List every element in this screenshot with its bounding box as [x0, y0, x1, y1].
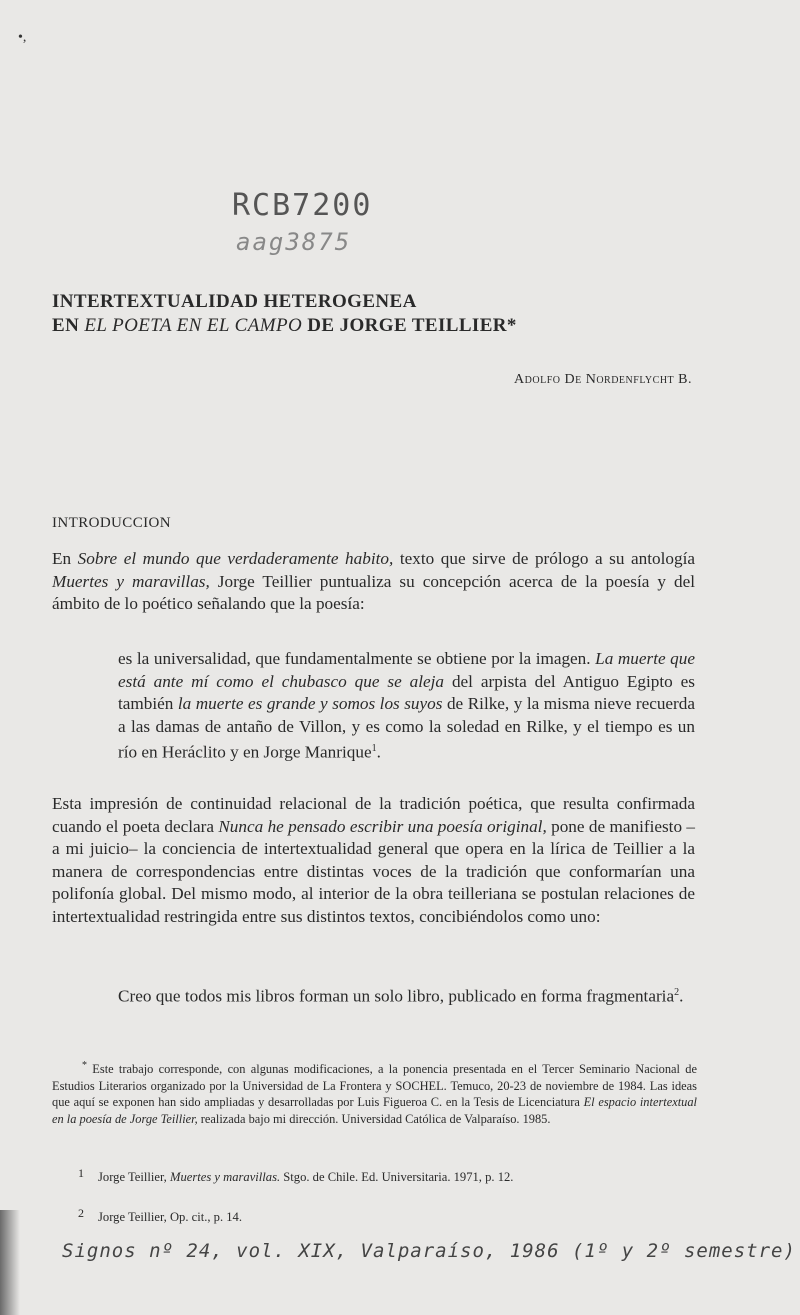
paragraph-2	[52, 793, 695, 929]
article-title	[52, 290, 517, 338]
handwritten-catalog-code: RCB7200	[232, 188, 373, 223]
footnote-star-mark: *	[82, 1060, 87, 1071]
quote1-text-f: .	[376, 743, 381, 763]
para1-text-e: Jorge Teillier puntualiza su concepción acerca de la poesía y del ámbito de lo poético señalando que la poesía:	[52, 571, 695, 614]
quote1-text-a: es la universalidad, que fundamentalmente se obtiene por la imagen.	[118, 649, 596, 668]
section-heading: INTRODUCCION	[52, 515, 171, 531]
footnote-1-italic-b: Muertes y maravillas.	[169, 1170, 281, 1184]
footnote-star-text-a: Este trabajo corresponde, con algunas modificaciones, a la ponencia presentada en el Tercer Seminario Nacional de Estudios Literarios organizado por la Universidad de La Frontera y SOCHEL. Temuco, 20-23 de noviembre de 1984. Las ideas que aquí se exponen han sido ampliadas y desarrolladas por Luis Figueroa C. en la Tesis de Licenciatura	[52, 1062, 697, 1110]
title-line-2-italic: EL POETA EN EL CAMPO	[84, 315, 303, 336]
footnote-2-text: Jorge Teillier, Op. cit., p. 14.	[98, 1210, 243, 1224]
title-line-2	[52, 314, 517, 338]
footnote-1-text-c: Stgo. de Chile. Ed. Universitaria. 1971, p. 12.	[280, 1170, 514, 1184]
quote1-text-e: de Rilke, y la misma nieve recuerda a las damas de antaño de Villon, y es como la soledad en Rilke, y el tiempo es un río en Heráclito y en Jorge Manrique	[118, 694, 695, 763]
para2-text-c: pone de manifiesto –a mi juicio– la conciencia de intertextualidad general que opera en la lírica de Teillier a la manera de correspondencias entre distintas voces de la tradición que conformarían una polifonía global. Del mismo modo, al interior de la obra teilleriana se postulan relaciones de intertextualidad restringida entre sus distintos textos, concibiéndolos como uno:	[52, 816, 695, 926]
quote1-italic-d: la muerte es grande y somos los suyos	[177, 694, 443, 714]
para1-text-c: texto que sirve de prólogo a su antología	[393, 549, 695, 568]
title-line-1: INTERTEXTUALIDAD HETEROGENEA	[52, 291, 417, 312]
footnote-1-number: 1	[78, 1166, 84, 1180]
handwritten-source-note: Signos nº 24, vol. XIX, Valparaíso, 1986 (1º y 2º semestre)	[62, 1240, 796, 1262]
quote1-text-c: del arpista del Antiguo Egipto es también	[118, 671, 695, 714]
footnote-star-text-c: realizada bajo mi dirección. Universidad Católica de Valparaíso. 1985.	[197, 1111, 551, 1126]
footnote-star-italic-b: El espacio intertextual en la poesía de Jorge Teillier,	[52, 1095, 697, 1126]
para1-text-a: En	[52, 549, 78, 568]
quote1-italic-b: La muerte que está ante mí como el chubasco que se aleja	[118, 649, 695, 691]
author-name: Adolfo De Nordenflycht B.	[514, 372, 692, 387]
para2-text-a: Esta impresión de continuidad relacional de la tradición poética, que resulta confirmada cuando el poeta declara	[52, 794, 695, 836]
title-line-2-pre: EN	[52, 315, 85, 336]
handwritten-catalog-number: aag3875	[236, 228, 352, 256]
title-line-2-post: DE JORGE TEILLIER*	[302, 315, 517, 336]
quote2-text-b: .	[679, 986, 684, 1006]
footnote-ref-1: 1	[371, 743, 377, 755]
scan-edge-shadow	[0, 1210, 20, 1315]
block-quote-1	[118, 648, 695, 765]
footnote-2-number: 2	[78, 1206, 84, 1220]
footnote-1-text-a: Jorge Teillier,	[98, 1170, 170, 1184]
footnote-1	[78, 1166, 514, 1185]
para2-italic-b: Nunca he pensado escribir una poesía original,	[218, 816, 547, 836]
paragraph-1	[52, 548, 695, 616]
scan-speck: •,	[18, 30, 27, 45]
quote2-text-a: Creo que todos mis libros forman un solo libro, publicado en forma fragmentaria	[118, 986, 675, 1006]
footnote-ref-2: 2	[674, 987, 680, 998]
block-quote-2	[118, 982, 695, 1008]
para1-italic-b: Sobre el mundo que verdaderamente habito,	[77, 549, 394, 568]
footnote-2	[78, 1206, 243, 1225]
footnote-star	[52, 1058, 697, 1128]
para1-italic-d: Muertes y maravillas,	[52, 571, 210, 591]
